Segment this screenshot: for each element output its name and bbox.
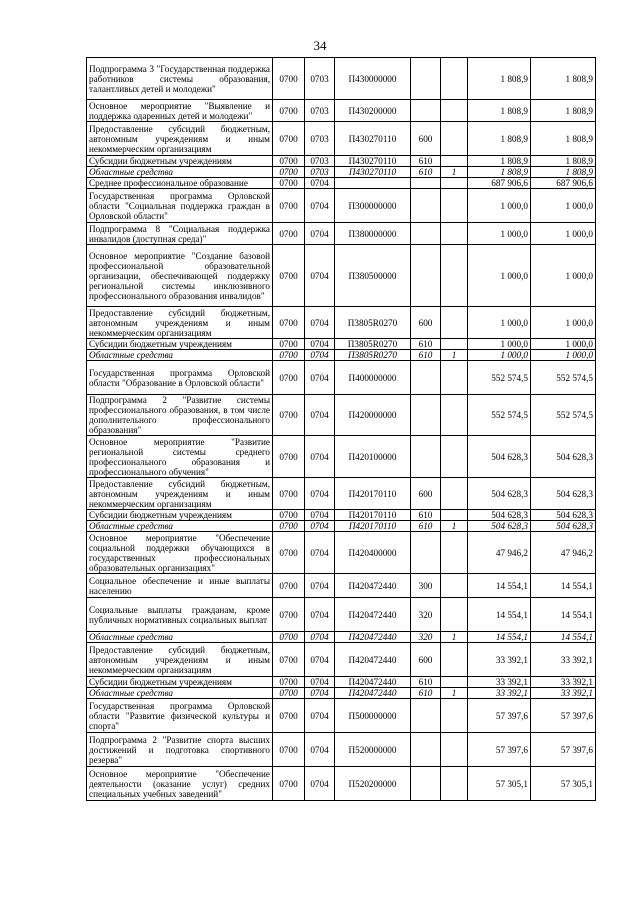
amount-second-cell: 504 628,3 bbox=[531, 436, 596, 478]
amount-second-cell: 552 574,5 bbox=[531, 361, 596, 395]
table-row bbox=[87, 436, 596, 478]
section-code-cell: 0700 bbox=[273, 167, 305, 178]
target-article-cell: П420472440 bbox=[335, 632, 411, 643]
amount-first-cell: 1 808,9 bbox=[468, 58, 531, 100]
funding-source-cell bbox=[441, 699, 468, 733]
subsection-code-cell: 0704 bbox=[305, 688, 335, 699]
target-article-cell: П3805R0270 bbox=[335, 339, 411, 350]
expense-type-cell bbox=[411, 767, 441, 801]
amount-second-cell: 1 808,9 bbox=[531, 58, 596, 100]
row-name-cell: Социальное обеспечение и иные выплаты населению bbox=[87, 574, 273, 598]
funding-source-cell bbox=[441, 532, 468, 574]
section-code-cell: 0700 bbox=[273, 100, 305, 122]
funding-source-cell: 1 bbox=[441, 521, 468, 532]
amount-first-cell: 14 554,1 bbox=[468, 598, 531, 632]
amount-second-cell: 1 808,9 bbox=[531, 100, 596, 122]
section-code-cell: 0700 bbox=[273, 521, 305, 532]
amount-first-cell: 504 628,3 bbox=[468, 510, 531, 521]
subsection-code-cell: 0703 bbox=[305, 156, 335, 167]
row-name-cell: Субсидии бюджетным учреждениям bbox=[87, 510, 273, 521]
table-row bbox=[87, 767, 596, 801]
table-row bbox=[87, 361, 596, 395]
expense-type-cell bbox=[411, 223, 441, 245]
row-name-cell: Субсидии бюджетным учреждениям bbox=[87, 677, 273, 688]
amount-second-cell: 1 000,0 bbox=[531, 245, 596, 307]
amount-first-cell: 552 574,5 bbox=[468, 395, 531, 436]
row-name-cell: Субсидии бюджетным учреждениям bbox=[87, 156, 273, 167]
amount-second-cell: 57 397,6 bbox=[531, 699, 596, 733]
target-article-cell: П420100000 bbox=[335, 436, 411, 478]
section-code-cell: 0700 bbox=[273, 767, 305, 801]
amount-first-cell: 1 000,0 bbox=[468, 223, 531, 245]
row-name-cell: Областные средства bbox=[87, 167, 273, 178]
target-article-cell: П430200000 bbox=[335, 100, 411, 122]
funding-source-cell bbox=[441, 733, 468, 767]
subsection-code-cell: 0704 bbox=[305, 574, 335, 598]
table-row bbox=[87, 677, 596, 688]
amount-first-cell: 687 906,6 bbox=[468, 178, 531, 189]
amount-first-cell: 1 808,9 bbox=[468, 156, 531, 167]
row-name-cell: Основное мероприятие "Обеспечение социальной поддержки обучающихся в государственных профессиональных образовательных организациях" bbox=[87, 532, 273, 574]
target-article-cell: П400000000 bbox=[335, 361, 411, 395]
table-row bbox=[87, 478, 596, 510]
amount-first-cell: 1 808,9 bbox=[468, 100, 531, 122]
row-name-cell: Предоставление субсидий бюджетным, автономным учреждениям и иным некоммерческим организациям bbox=[87, 307, 273, 339]
table-row bbox=[87, 598, 596, 632]
expense-type-cell: 610 bbox=[411, 350, 441, 361]
table-row bbox=[87, 307, 596, 339]
amount-second-cell: 504 628,3 bbox=[531, 478, 596, 510]
amount-second-cell: 33 392,1 bbox=[531, 677, 596, 688]
subsection-code-cell: 0704 bbox=[305, 733, 335, 767]
funding-source-cell bbox=[441, 478, 468, 510]
funding-source-cell bbox=[441, 767, 468, 801]
amount-first-cell: 1 808,9 bbox=[468, 167, 531, 178]
amount-first-cell: 504 628,3 bbox=[468, 521, 531, 532]
section-code-cell: 0700 bbox=[273, 436, 305, 478]
table-row bbox=[87, 223, 596, 245]
row-name-cell: Подпрограмма 3 "Государственная поддержка работников системы образования, талантливых детей и молодежи" bbox=[87, 58, 273, 100]
expense-type-cell bbox=[411, 189, 441, 223]
target-article-cell: П420000000 bbox=[335, 395, 411, 436]
section-code-cell: 0700 bbox=[273, 189, 305, 223]
expense-type-cell: 600 bbox=[411, 122, 441, 156]
subsection-code-cell: 0704 bbox=[305, 339, 335, 350]
row-name-cell: Среднее профессиональное образование bbox=[87, 178, 273, 189]
expense-type-cell bbox=[411, 58, 441, 100]
table-row bbox=[87, 510, 596, 521]
expense-type-cell: 610 bbox=[411, 156, 441, 167]
subsection-code-cell: 0704 bbox=[305, 395, 335, 436]
target-article-cell: П380000000 bbox=[335, 223, 411, 245]
subsection-code-cell: 0703 bbox=[305, 122, 335, 156]
target-article-cell: П420170110 bbox=[335, 521, 411, 532]
amount-first-cell: 1 000,0 bbox=[468, 189, 531, 223]
section-code-cell: 0700 bbox=[273, 688, 305, 699]
section-code-cell: 0700 bbox=[273, 574, 305, 598]
funding-source-cell bbox=[441, 307, 468, 339]
row-name-cell: Областные средства bbox=[87, 688, 273, 699]
table-row bbox=[87, 122, 596, 156]
table-row bbox=[87, 189, 596, 223]
amount-second-cell: 14 554,1 bbox=[531, 598, 596, 632]
section-code-cell: 0700 bbox=[273, 395, 305, 436]
table-row bbox=[87, 156, 596, 167]
section-code-cell: 0700 bbox=[273, 350, 305, 361]
row-name-cell: Областные средства bbox=[87, 350, 273, 361]
target-article-cell: П420170110 bbox=[335, 510, 411, 521]
subsection-code-cell: 0703 bbox=[305, 167, 335, 178]
row-name-cell: Основное мероприятие "Выявление и поддержка одаренных детей и молодежи" bbox=[87, 100, 273, 122]
amount-first-cell: 57 397,6 bbox=[468, 733, 531, 767]
amount-second-cell: 14 554,1 bbox=[531, 574, 596, 598]
table-row bbox=[87, 532, 596, 574]
amount-second-cell: 504 628,3 bbox=[531, 521, 596, 532]
amount-second-cell: 687 906,6 bbox=[531, 178, 596, 189]
expense-type-cell: 300 bbox=[411, 574, 441, 598]
table-row bbox=[87, 100, 596, 122]
target-article-cell: П430270110 bbox=[335, 156, 411, 167]
table-row bbox=[87, 733, 596, 767]
amount-second-cell: 33 392,1 bbox=[531, 643, 596, 677]
row-name-cell: Государственная программа Орловской области "Социальная поддержка граждан в Орловской области" bbox=[87, 189, 273, 223]
table-row bbox=[87, 350, 596, 361]
row-name-cell: Областные средства bbox=[87, 632, 273, 643]
funding-source-cell bbox=[441, 100, 468, 122]
table-row bbox=[87, 178, 596, 189]
amount-second-cell: 47 946,2 bbox=[531, 532, 596, 574]
row-name-cell: Предоставление субсидий бюджетным, автономным учреждениям и иным некоммерческим организациям bbox=[87, 478, 273, 510]
target-article-cell: П420400000 bbox=[335, 532, 411, 574]
expense-type-cell bbox=[411, 436, 441, 478]
amount-second-cell: 1 808,9 bbox=[531, 122, 596, 156]
subsection-code-cell: 0704 bbox=[305, 178, 335, 189]
amount-second-cell: 14 554,1 bbox=[531, 632, 596, 643]
row-name-cell: Областные средства bbox=[87, 521, 273, 532]
amount-first-cell: 57 397,6 bbox=[468, 699, 531, 733]
row-name-cell: Социальные выплаты гражданам, кроме публичных нормативных социальных выплат bbox=[87, 598, 273, 632]
section-code-cell: 0700 bbox=[273, 643, 305, 677]
section-code-cell: 0700 bbox=[273, 178, 305, 189]
table-row bbox=[87, 245, 596, 307]
target-article-cell: П380500000 bbox=[335, 245, 411, 307]
section-code-cell: 0700 bbox=[273, 733, 305, 767]
amount-second-cell: 1 000,0 bbox=[531, 350, 596, 361]
budget-table bbox=[86, 57, 596, 801]
page-number: 34 bbox=[313, 38, 327, 53]
expense-type-cell bbox=[411, 361, 441, 395]
table-row bbox=[87, 395, 596, 436]
amount-second-cell: 1 000,0 bbox=[531, 339, 596, 350]
funding-source-cell bbox=[441, 339, 468, 350]
section-code-cell: 0700 bbox=[273, 58, 305, 100]
subsection-code-cell: 0704 bbox=[305, 307, 335, 339]
section-code-cell: 0700 bbox=[273, 339, 305, 350]
subsection-code-cell: 0703 bbox=[305, 58, 335, 100]
funding-source-cell bbox=[441, 677, 468, 688]
expense-type-cell bbox=[411, 245, 441, 307]
subsection-code-cell: 0704 bbox=[305, 643, 335, 677]
table-row bbox=[87, 58, 596, 100]
expense-type-cell bbox=[411, 395, 441, 436]
expense-type-cell bbox=[411, 699, 441, 733]
subsection-code-cell: 0703 bbox=[305, 100, 335, 122]
subsection-code-cell: 0704 bbox=[305, 532, 335, 574]
target-article-cell: П430270110 bbox=[335, 122, 411, 156]
funding-source-cell bbox=[441, 574, 468, 598]
row-name-cell: Государственная программа Орловской области "Образование в Орловской области" bbox=[87, 361, 273, 395]
funding-source-cell bbox=[441, 178, 468, 189]
section-code-cell: 0700 bbox=[273, 598, 305, 632]
amount-first-cell: 504 628,3 bbox=[468, 478, 531, 510]
amount-first-cell: 57 305,1 bbox=[468, 767, 531, 801]
expense-type-cell: 600 bbox=[411, 478, 441, 510]
expense-type-cell: 320 bbox=[411, 598, 441, 632]
table-row bbox=[87, 574, 596, 598]
expense-type-cell: 610 bbox=[411, 510, 441, 521]
section-code-cell: 0700 bbox=[273, 361, 305, 395]
amount-second-cell: 1 808,9 bbox=[531, 156, 596, 167]
row-name-cell: Подпрограмма 2 "Развитие системы профессионального образования, в том числе дополнительного профессионального образования" bbox=[87, 395, 273, 436]
table-row bbox=[87, 521, 596, 532]
target-article-cell: П420472440 bbox=[335, 688, 411, 699]
amount-second-cell: 1 000,0 bbox=[531, 223, 596, 245]
row-name-cell: Субсидии бюджетным учреждениям bbox=[87, 339, 273, 350]
amount-first-cell: 33 392,1 bbox=[468, 643, 531, 677]
expense-type-cell: 610 bbox=[411, 167, 441, 178]
funding-source-cell bbox=[441, 223, 468, 245]
funding-source-cell bbox=[441, 395, 468, 436]
expense-type-cell: 600 bbox=[411, 307, 441, 339]
subsection-code-cell: 0704 bbox=[305, 699, 335, 733]
amount-first-cell: 33 392,1 bbox=[468, 677, 531, 688]
funding-source-cell bbox=[441, 436, 468, 478]
target-article-cell: П430270110 bbox=[335, 167, 411, 178]
amount-first-cell: 14 554,1 bbox=[468, 632, 531, 643]
subsection-code-cell: 0704 bbox=[305, 510, 335, 521]
subsection-code-cell: 0704 bbox=[305, 361, 335, 395]
amount-second-cell: 57 305,1 bbox=[531, 767, 596, 801]
funding-source-cell bbox=[441, 189, 468, 223]
section-code-cell: 0700 bbox=[273, 632, 305, 643]
amount-first-cell: 1 000,0 bbox=[468, 350, 531, 361]
table-row bbox=[87, 688, 596, 699]
target-article-cell: П430000000 bbox=[335, 58, 411, 100]
amount-second-cell: 1 808,9 bbox=[531, 167, 596, 178]
row-name-cell: Предоставление субсидий бюджетным, автономным учреждениям и иным некоммерческим организациям bbox=[87, 643, 273, 677]
expense-type-cell: 610 bbox=[411, 688, 441, 699]
funding-source-cell bbox=[441, 122, 468, 156]
amount-first-cell: 1 000,0 bbox=[468, 307, 531, 339]
funding-source-cell: 1 bbox=[441, 350, 468, 361]
expense-type-cell bbox=[411, 532, 441, 574]
amount-first-cell: 14 554,1 bbox=[468, 574, 531, 598]
row-name-cell: Подпрограмма 8 "Социальная поддержка инвалидов (доступная среда)" bbox=[87, 223, 273, 245]
table-row bbox=[87, 643, 596, 677]
section-code-cell: 0700 bbox=[273, 510, 305, 521]
target-article-cell: П420472440 bbox=[335, 598, 411, 632]
section-code-cell: 0700 bbox=[273, 122, 305, 156]
expense-type-cell bbox=[411, 100, 441, 122]
amount-first-cell: 1 000,0 bbox=[468, 245, 531, 307]
amount-first-cell: 1 808,9 bbox=[468, 122, 531, 156]
subsection-code-cell: 0704 bbox=[305, 436, 335, 478]
amount-first-cell: 552 574,5 bbox=[468, 361, 531, 395]
amount-second-cell: 552 574,5 bbox=[531, 395, 596, 436]
amount-first-cell: 47 946,2 bbox=[468, 532, 531, 574]
row-name-cell: Основное мероприятие "Создание базовой профессиональной образовательной организации, обеспечивающей поддержку региональной системы инклюзивного профессионального образования инвалидов" bbox=[87, 245, 273, 307]
expense-type-cell bbox=[411, 178, 441, 189]
funding-source-cell bbox=[441, 156, 468, 167]
target-article-cell: П420472440 bbox=[335, 677, 411, 688]
target-article-cell: П520200000 bbox=[335, 767, 411, 801]
target-article-cell: П300000000 bbox=[335, 189, 411, 223]
amount-second-cell: 504 628,3 bbox=[531, 510, 596, 521]
section-code-cell: 0700 bbox=[273, 478, 305, 510]
section-code-cell: 0700 bbox=[273, 245, 305, 307]
funding-source-cell: 1 bbox=[441, 167, 468, 178]
target-article-cell: П500000000 bbox=[335, 699, 411, 733]
row-name-cell: Основное мероприятие "Обеспечение деятельности (оказание услуг) средних специальных учебных заведений" bbox=[87, 767, 273, 801]
subsection-code-cell: 0704 bbox=[305, 245, 335, 307]
expense-type-cell: 610 bbox=[411, 339, 441, 350]
section-code-cell: 0700 bbox=[273, 223, 305, 245]
subsection-code-cell: 0704 bbox=[305, 632, 335, 643]
amount-first-cell: 33 392,1 bbox=[468, 688, 531, 699]
expense-type-cell bbox=[411, 733, 441, 767]
funding-source-cell: 1 bbox=[441, 688, 468, 699]
row-name-cell: Предоставление субсидий бюджетным, автономным учреждениям и иным некоммерческим организациям bbox=[87, 122, 273, 156]
target-article-cell: П420170110 bbox=[335, 478, 411, 510]
subsection-code-cell: 0704 bbox=[305, 598, 335, 632]
section-code-cell: 0700 bbox=[273, 307, 305, 339]
target-article-cell: П3805R0270 bbox=[335, 307, 411, 339]
section-code-cell: 0700 bbox=[273, 699, 305, 733]
funding-source-cell: 1 bbox=[441, 632, 468, 643]
subsection-code-cell: 0704 bbox=[305, 767, 335, 801]
row-name-cell: Основное мероприятие "Развитие региональной системы среднего профессионального образования и профессионального обучения" bbox=[87, 436, 273, 478]
funding-source-cell bbox=[441, 510, 468, 521]
table-row bbox=[87, 699, 596, 733]
target-article-cell: П3805R0270 bbox=[335, 350, 411, 361]
expense-type-cell: 610 bbox=[411, 521, 441, 532]
row-name-cell: Государственная программа Орловской области "Развитие физической культуры и спорта" bbox=[87, 699, 273, 733]
expense-type-cell: 610 bbox=[411, 677, 441, 688]
amount-second-cell: 57 397,6 bbox=[531, 733, 596, 767]
target-article-cell bbox=[335, 178, 411, 189]
section-code-cell: 0700 bbox=[273, 677, 305, 688]
row-name-cell: Подпрограмма 2 "Развитие спорта высших достижений и подготовка спортивного резерва" bbox=[87, 733, 273, 767]
expense-type-cell: 320 bbox=[411, 632, 441, 643]
amount-second-cell: 33 392,1 bbox=[531, 688, 596, 699]
funding-source-cell bbox=[441, 58, 468, 100]
amount-second-cell: 1 000,0 bbox=[531, 189, 596, 223]
subsection-code-cell: 0704 bbox=[305, 677, 335, 688]
funding-source-cell bbox=[441, 643, 468, 677]
amount-first-cell: 1 000,0 bbox=[468, 339, 531, 350]
target-article-cell: П420472440 bbox=[335, 643, 411, 677]
subsection-code-cell: 0704 bbox=[305, 223, 335, 245]
section-code-cell: 0700 bbox=[273, 156, 305, 167]
subsection-code-cell: 0704 bbox=[305, 189, 335, 223]
amount-first-cell: 504 628,3 bbox=[468, 436, 531, 478]
table-row bbox=[87, 167, 596, 178]
target-article-cell: П520000000 bbox=[335, 733, 411, 767]
funding-source-cell bbox=[441, 598, 468, 632]
table-row bbox=[87, 632, 596, 643]
subsection-code-cell: 0704 bbox=[305, 478, 335, 510]
funding-source-cell bbox=[441, 361, 468, 395]
section-code-cell: 0700 bbox=[273, 532, 305, 574]
expense-type-cell: 600 bbox=[411, 643, 441, 677]
subsection-code-cell: 0704 bbox=[305, 350, 335, 361]
target-article-cell: П420472440 bbox=[335, 574, 411, 598]
table-row bbox=[87, 339, 596, 350]
funding-source-cell bbox=[441, 245, 468, 307]
amount-second-cell: 1 000,0 bbox=[531, 307, 596, 339]
subsection-code-cell: 0704 bbox=[305, 521, 335, 532]
